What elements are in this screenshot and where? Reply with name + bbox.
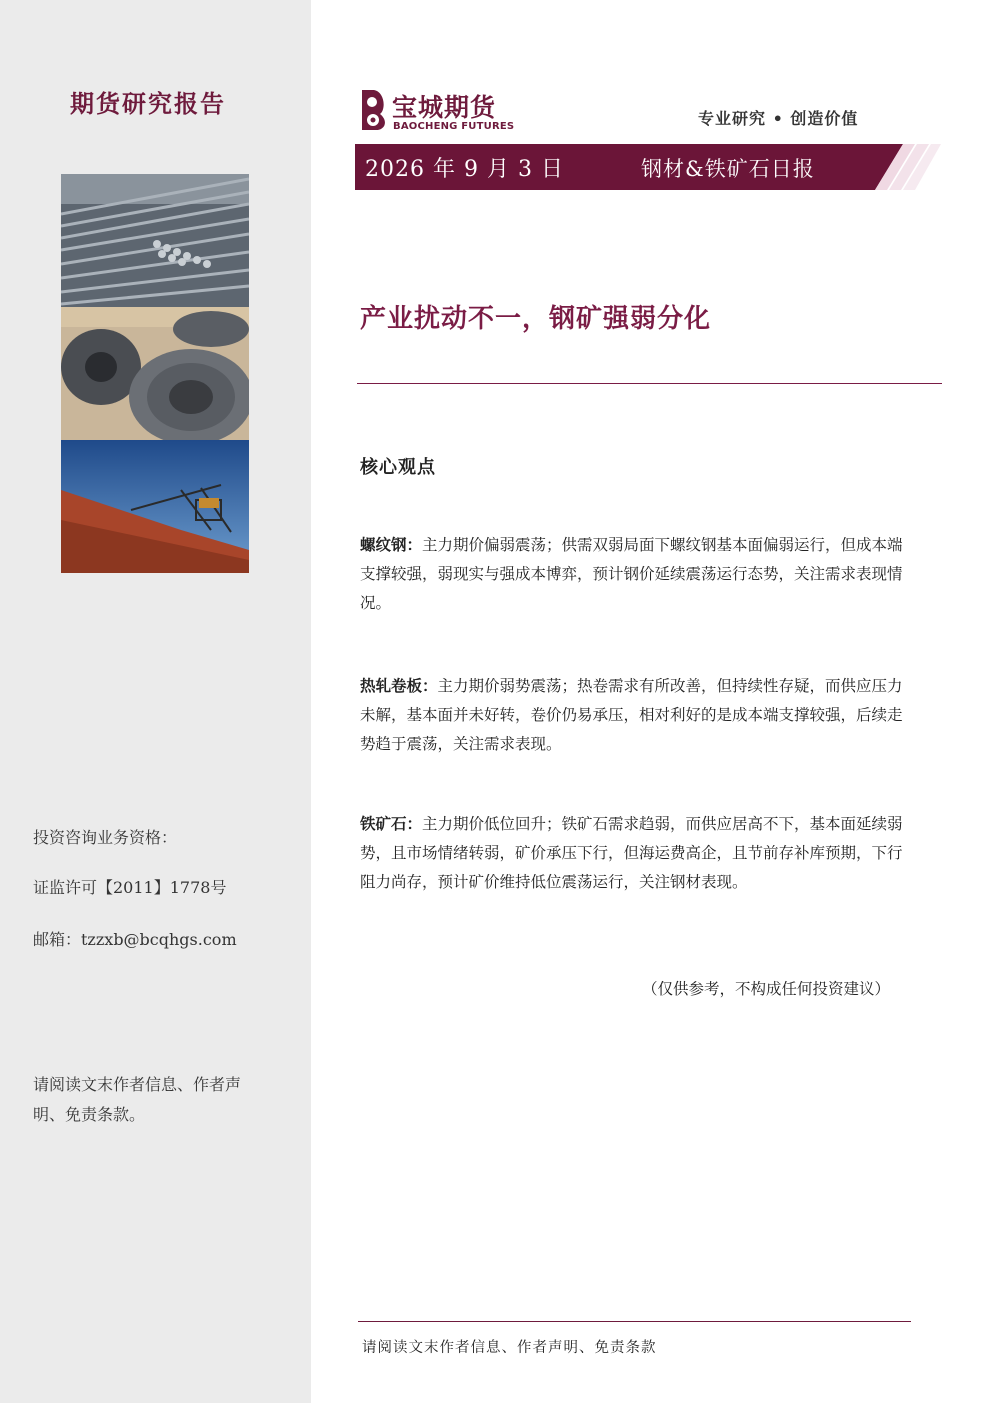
logo-mark-icon: [356, 86, 390, 134]
report-category-title: 期货研究报告: [70, 89, 226, 118]
rebar-photo: [61, 174, 249, 307]
headline: 产业扰动不一，钢矿强弱分化: [360, 304, 712, 334]
logo-name: 宝城期货: [392, 93, 497, 122]
notice-line-2: 明、免责条款。: [33, 1105, 146, 1124]
slogan: 专业研究 • 创造价值: [698, 109, 859, 128]
contact-email: 邮箱：tzzxb@bcqhgs.com: [33, 930, 237, 949]
paragraph-hot-rolled-coil: [360, 672, 915, 759]
divider: [357, 383, 942, 384]
date-banner: [355, 144, 941, 190]
report-date: 2026 年 9 月 3 日: [365, 157, 564, 182]
logo-english-name: BAOCHENG FUTURES: [393, 121, 515, 132]
paragraph-label: 螺纹钢：: [360, 536, 423, 554]
disclaimer: （仅供参考，不构成任何投资建议）: [642, 980, 891, 998]
company-logo: [356, 86, 536, 136]
iron-ore-photo: [61, 440, 249, 573]
paragraph-text: 主力期价低位回升；铁矿石需求趋弱，而供应居高不下，基本面延续弱势，且市场情绪转弱，矿价承压下行，但海运费高企，且节前存补库预期，下行阻力尚存，预计矿价维持低位震荡运行，关注钢材表现。: [360, 815, 903, 891]
qualification-label: 投资咨询业务资格：: [33, 828, 178, 847]
section-title: 核心观点: [360, 457, 436, 478]
notice-line-1: 请阅读文末作者信息、作者声: [33, 1075, 242, 1094]
sidebar: [0, 0, 311, 1403]
paragraph-iron-ore: [360, 810, 915, 897]
paragraph-rebar: [360, 531, 915, 618]
footer-divider: [358, 1321, 911, 1322]
paragraph-text: 主力期价弱势震荡；热卷需求有所改善，但持续性存疑，而供应压力未解，基本面并未好转，卷价仍易承压，相对利好的是成本端支撑较强，后续走势趋于震荡，关注需求表现。: [360, 677, 903, 753]
paragraph-label: 热轧卷板：: [360, 677, 438, 695]
footer-notice: 请阅读文末作者信息、作者声明、免责条款: [362, 1340, 657, 1356]
paragraph-label: 铁矿石：: [360, 815, 423, 833]
paragraph-text: 主力期价偏弱震荡；供需双弱局面下螺纹钢基本面偏弱运行，但成本端支撑较强，弱现实与强成本博弈，预计钢价延续震荡运行态势，关注需求表现情况。: [360, 536, 903, 612]
steel-coil-photo: [61, 307, 249, 440]
report-type: 钢材&铁矿石日报: [641, 157, 815, 181]
license-number: 证监许可【2011】1778号: [33, 878, 227, 897]
